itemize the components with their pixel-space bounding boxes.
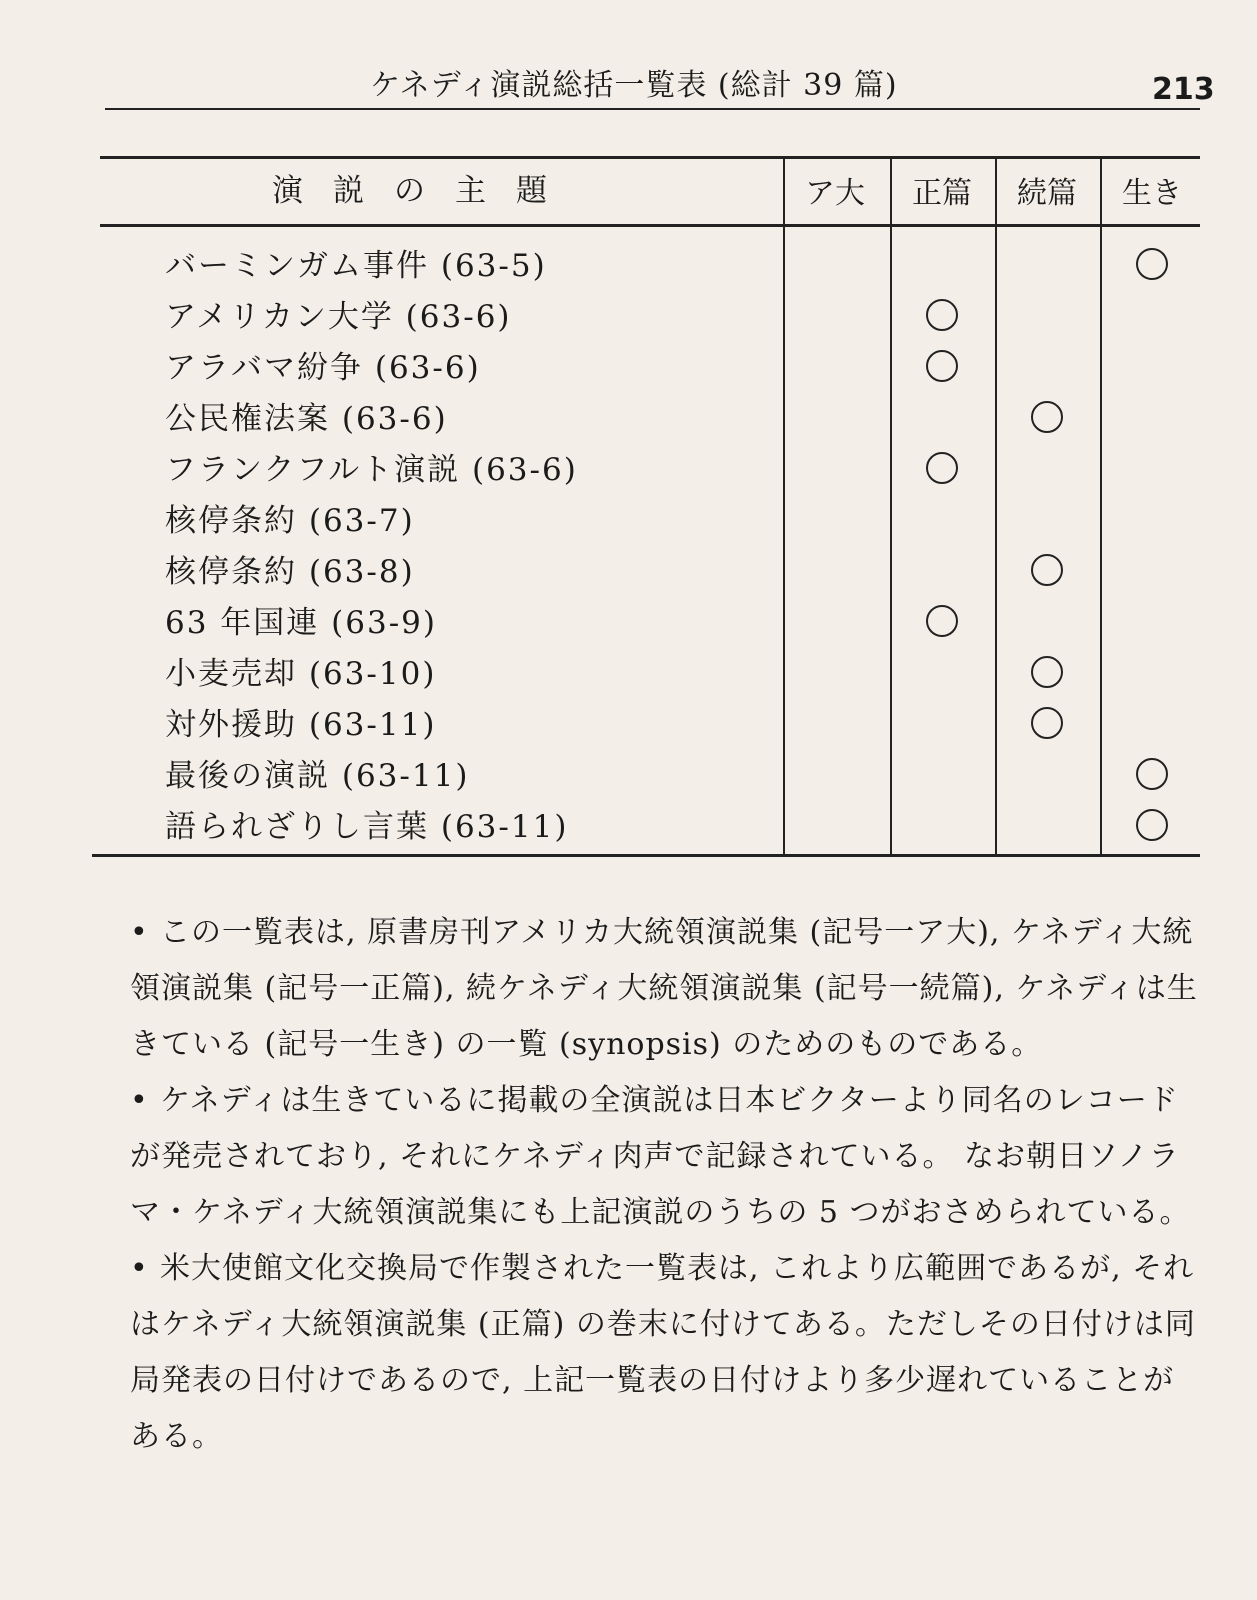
circle-mark-icon [926, 350, 958, 382]
table-row-topic: 対外援助 (63-11) [165, 707, 437, 743]
circle-mark-icon [1136, 758, 1168, 790]
table-row-topic: 核停条約 (63-8) [165, 554, 415, 590]
note-paragraph [130, 1241, 1205, 1465]
table-row-topic: バーミンガム事件 (63-5) [165, 248, 547, 284]
circle-mark-icon [1031, 707, 1063, 739]
column-header-topic: 演説の主題 [272, 173, 577, 209]
note-text: 米大使館文化交換局で作製された一覧表は, これより広範囲であるが, それはケネディ大統領演説集 (正篇) の巻末に付けてある。ただしその日付けは同局発表の日付けであるので, 上記一覧表の日付けより多少遅れていることがある。 [130, 1251, 1196, 1454]
note-paragraph [130, 905, 1205, 1073]
table-row-topic: フランクフルト演説 (63-6) [165, 452, 578, 488]
circle-mark-icon [1031, 656, 1063, 688]
page-header-title: ケネディ演説総括一覧表 (総計 39 篇) [370, 68, 898, 103]
column-divider [995, 156, 997, 856]
table-row-topic: 63 年国連 (63-9) [165, 605, 437, 641]
column-header-ikiteiru: 生き [1122, 176, 1182, 211]
circle-mark-icon [1031, 554, 1063, 586]
note-paragraph [130, 1073, 1205, 1241]
column-header-a-dai: ア大 [805, 176, 865, 211]
circle-mark-icon [926, 452, 958, 484]
bullet: • [130, 915, 149, 950]
table-bottom-rule [92, 854, 1200, 857]
column-header-zokuhen: 続篇 [1017, 176, 1077, 211]
table-row-topic: 核停条約 (63-7) [165, 503, 415, 539]
circle-mark-icon [926, 605, 958, 637]
table-row-topic: 語られざりし言葉 (63-11) [165, 809, 569, 845]
circle-mark-icon [1136, 248, 1168, 280]
bullet: • [130, 1251, 149, 1286]
table-top-rule [100, 156, 1200, 159]
circle-mark-icon [1031, 401, 1063, 433]
bullet: • [130, 1083, 149, 1118]
column-divider [890, 156, 892, 856]
table-header-rule [100, 224, 1200, 227]
table-row-topic: アメリカン大学 (63-6) [165, 299, 512, 335]
circle-mark-icon [926, 299, 958, 331]
notes-section [130, 905, 1205, 1465]
page-number: 213 [1152, 72, 1215, 107]
table-row-topic: アラバマ紛争 (63-6) [165, 350, 481, 386]
column-divider [1100, 156, 1102, 856]
header-rule [105, 108, 1200, 110]
table-row-topic: 公民権法案 (63-6) [165, 401, 448, 437]
column-divider [783, 156, 785, 856]
table-row-topic: 小麦売却 (63-10) [165, 656, 437, 692]
note-text: この一覧表は, 原書房刊アメリカ大統領演説集 (記号一ア大), ケネディ大統領演説集 (記号一正篇), 続ケネディ大統領演説集 (記号一続篇), ケネディは生きている (記号一生き) の一覧 (synopsis) のためのものである。 [130, 915, 1198, 1062]
circle-mark-icon [1136, 809, 1168, 841]
note-text: ケネディは生きているに掲載の全演説は日本ビクターより同名のレコードが発売されており, それにケネディ肉声で記録されている。 なお朝日ソノラマ・ケネディ大統領演説集にも上記演説のうちの 5 つがおさめられている。 [130, 1083, 1191, 1230]
table-row-topic: 最後の演説 (63-11) [165, 758, 470, 794]
column-header-seihen: 正篇 [912, 176, 972, 211]
